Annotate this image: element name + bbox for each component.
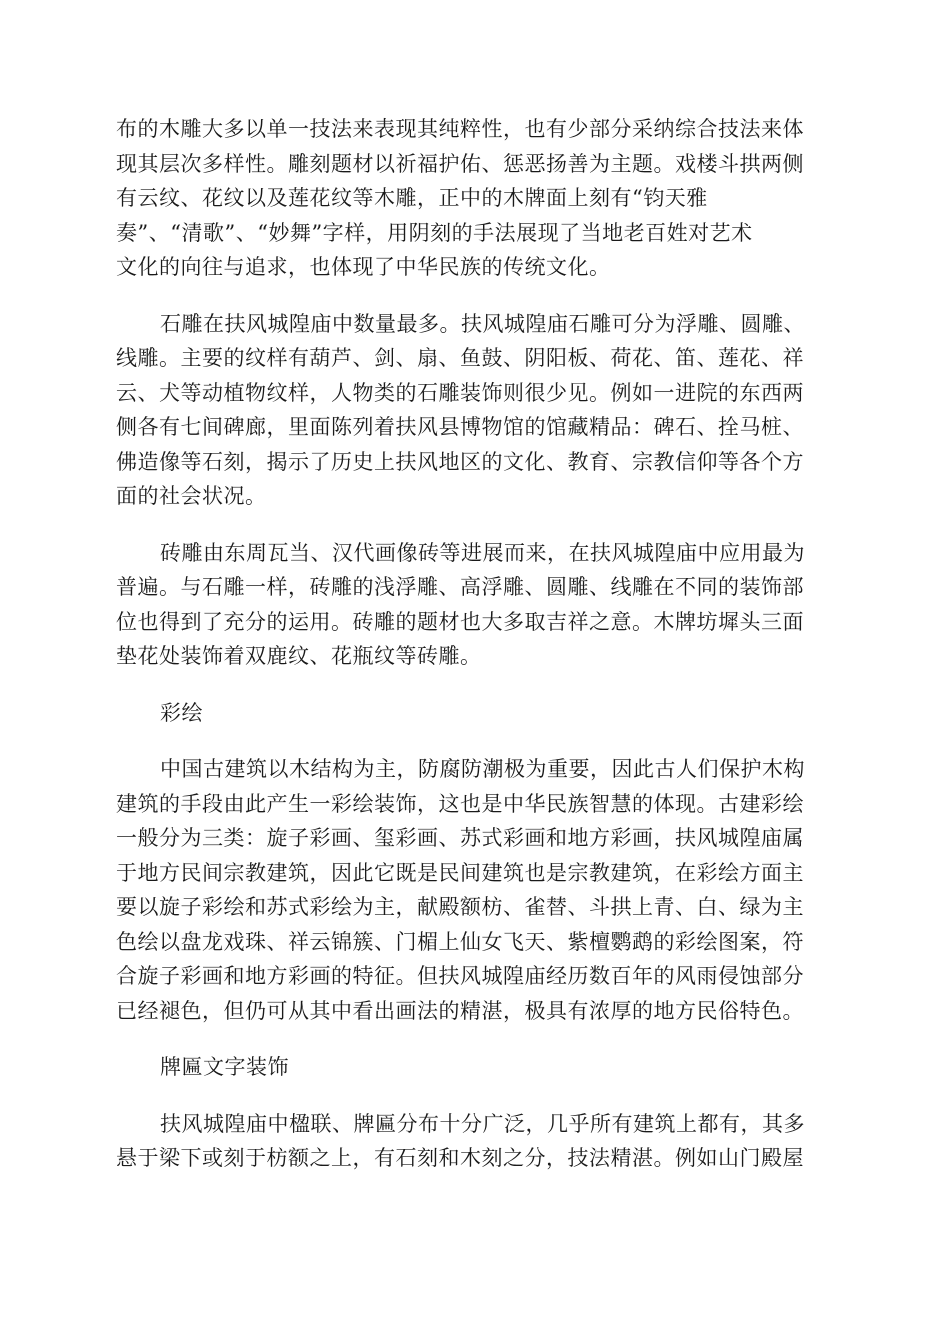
section-heading-plaque [116, 1050, 834, 1085]
paragraph-brick-carving [116, 536, 834, 674]
text-line: 佛造像等石刻，揭示了历史上扶风地区的文化、教育、宗教信仰等各个方 [116, 449, 804, 474]
heading-text: 牌匾文字装饰 [160, 1055, 289, 1079]
text-line: 面的社会状况。 [116, 484, 267, 508]
text-line: 砖雕由东周瓦当、汉代画像砖等进展而来，在扶风城隍庙中应用最为 [160, 540, 805, 565]
text-line: 悬于梁下或刻于枋额之上，有石刻和木刻之分，技法精湛。例如山门殿屋 [116, 1146, 804, 1170]
text-line: 扶风城隍庙中楹联、牌匾分布十分广泛，几乎所有建筑上都有，其多 [160, 1111, 805, 1136]
text-line: 垫花处装饰着双鹿纹、花瓶纹等砖雕。 [116, 644, 482, 668]
text-line: 线雕。主要的纹样有葫芦、剑、扇、鱼鼓、阴阳板、荷花、笛、莲花、祥 [116, 346, 804, 370]
text-line: 石雕在扶风城隍庙中数量最多。扶风城隍庙石雕可分为浮雕、圆雕、 [160, 311, 805, 336]
text-line: 合旋子彩画和地方彩画的特征。但扶风城隍庙经历数百年的风雨侵蚀部分 [116, 964, 804, 988]
text-line: 已经褪色，但仍可从其中看出画法的精湛，极具有浓厚的地方民俗特色。 [116, 998, 804, 1023]
text-line: 中国古建筑以木结构为主，防腐防潮极为重要，因此古人们保护木构 [160, 757, 805, 781]
text-line: 普遍。与石雕一样，砖雕的浅浮雕、高浮雕、圆雕、线雕在不同的装饰部 [116, 575, 804, 599]
paragraph-painting [116, 752, 834, 1028]
text-line: 要以旋子彩绘和苏式彩绘为主，献殿额枋、雀替、斗拱上青、白、绿为主 [116, 895, 804, 919]
text-line: 文化的向往与追求，也体现了中华民族的传统文化。 [116, 255, 611, 279]
text-line: 于地方民间宗教建筑，因此它既是民间建筑也是宗教建筑，在彩绘方面主 [116, 860, 804, 885]
text-line: 有云纹、花纹以及莲花纹等木雕，正中的木牌面上刻有“钧天雅 [116, 186, 708, 210]
section-heading-painting [116, 696, 834, 731]
text-line: 奏”、“清歌”、“妙舞”字样，用阴刻的手法展现了当地老百姓对艺术 [116, 220, 753, 245]
paragraph-stone-carving [116, 307, 834, 514]
text-line: 侧各有七间碑廊，里面陈列着扶风县博物馆的馆藏精品：碑石、拴马桩、 [116, 415, 804, 439]
paragraph-wood-carving [116, 112, 834, 285]
text-line: 一般分为三类：旋子彩画、玺彩画、苏式彩画和地方彩画，扶风城隍庙属 [116, 826, 804, 850]
heading-text: 彩绘 [160, 700, 203, 725]
text-line: 建筑的手段由此产生一彩绘装饰，这也是中华民族智慧的体现。古建彩绘 [116, 791, 804, 816]
text-line: 云、犬等动植物纹样，人物类的石雕装饰则很少见。例如一进院的东西两 [116, 380, 804, 405]
text-line: 位也得到了充分的运用。砖雕的题材也大多取吉祥之意。木牌坊墀头三面 [116, 609, 804, 634]
paragraph-plaque [116, 1107, 834, 1176]
text-line: 色绘以盘龙戏珠、祥云锦簇、门楣上仙女飞天、紫檀鹦鹉的彩绘图案，符 [116, 929, 804, 954]
text-line: 布的木雕大多以单一技法来表现其纯粹性，也有少部分采纳综合技法来体 [116, 117, 804, 141]
document-body [116, 112, 834, 1198]
text-line: 现其层次多样性。雕刻题材以祈福护佑、惩恶扬善为主题。戏楼斗拱两侧 [116, 151, 804, 176]
